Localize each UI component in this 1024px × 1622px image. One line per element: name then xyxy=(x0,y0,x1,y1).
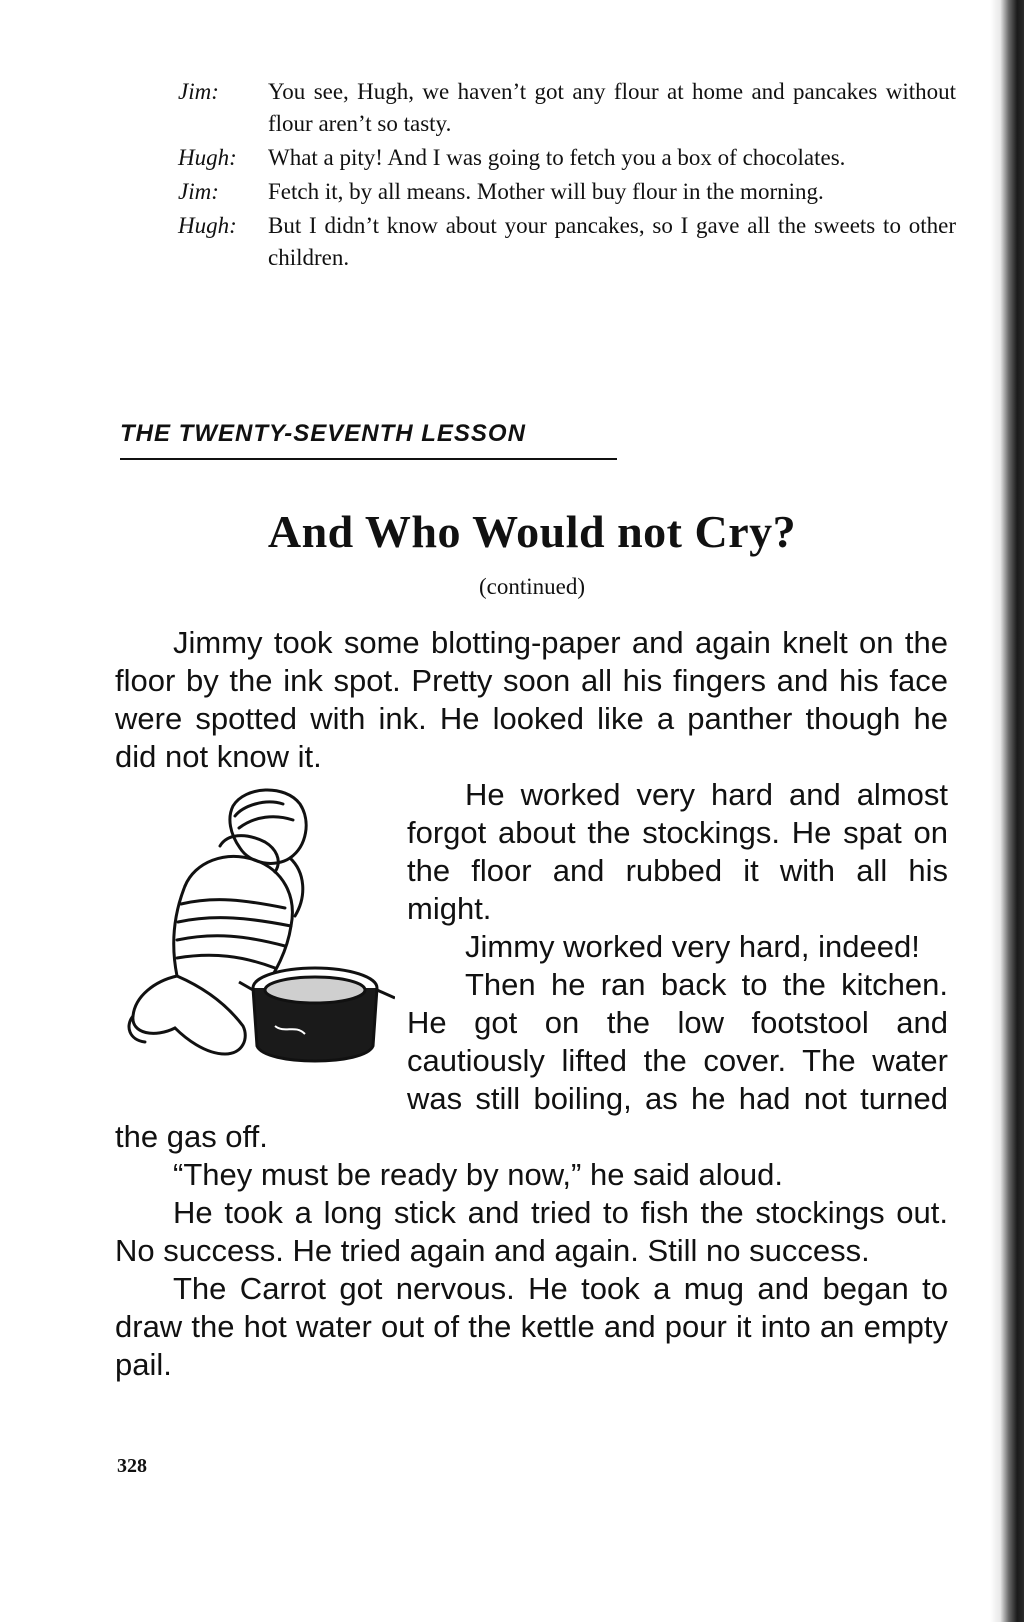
dialogue-line xyxy=(178,176,956,208)
dialogue-line xyxy=(178,142,956,174)
dialogue-line xyxy=(178,76,956,140)
story-text xyxy=(115,624,948,1384)
page-number: 328 xyxy=(117,1455,147,1477)
speaker-name: Jim: xyxy=(178,79,219,104)
paragraph: He worked very hard and almost forgot about the stockings. He spat on the floor and rubbed it with all his might. xyxy=(407,777,948,926)
speaker-name: Jim: xyxy=(178,179,219,204)
lesson-heading: THE TWENTY-SEVENTH LESSON xyxy=(120,420,617,460)
speech-text: Fetch it, by all means. Mother will buy flour in the morning. xyxy=(268,179,824,204)
paragraph: Jimmy worked very hard, indeed! xyxy=(465,929,920,964)
speech-text: You see, Hugh, we haven’t got any flour at home and pancakes without flour aren’t so tasty. xyxy=(268,79,956,136)
kneeling-boy-drawing xyxy=(115,776,395,1076)
dialogue-line xyxy=(178,210,956,274)
paragraph: “They must be ready by now,” he said aloud. xyxy=(173,1157,783,1192)
speech-text: But I didn’t know about your pancakes, so I gave all the sweets to other children. xyxy=(268,213,956,270)
speaker-name: Hugh: xyxy=(178,213,237,238)
paragraph: Then he ran back to the kitchen. He got on the low footstool and cautiously lifted the cover. The water was still boiling, as he had not turned the gas off. xyxy=(115,967,948,1154)
page-binding-edge xyxy=(990,0,1024,1622)
speaker-name: Hugh: xyxy=(178,145,237,170)
paragraph: The Carrot got nervous. He took a mug and began to draw the hot water out of the kettle and pour it into an empty pail. xyxy=(115,1271,948,1382)
paragraph: Jimmy took some blotting-paper and again knelt on the floor by the ink spot. Pretty soon all his fingers and his face were spotted with ink. He looked like a panther though he did not know it. xyxy=(115,625,948,774)
speech-text: What a pity! And I was going to fetch you a box of chocolates. xyxy=(268,145,846,170)
paragraph: He took a long stick and tried to fish the stockings out. No success. He tried again and again. Still no success. xyxy=(115,1195,948,1268)
story-subtitle: (continued) xyxy=(478,574,585,599)
dialogue-block xyxy=(178,76,956,276)
kneeling-boy-illustration xyxy=(115,776,395,1086)
story-title: And Who Would not Cry? xyxy=(267,506,797,557)
